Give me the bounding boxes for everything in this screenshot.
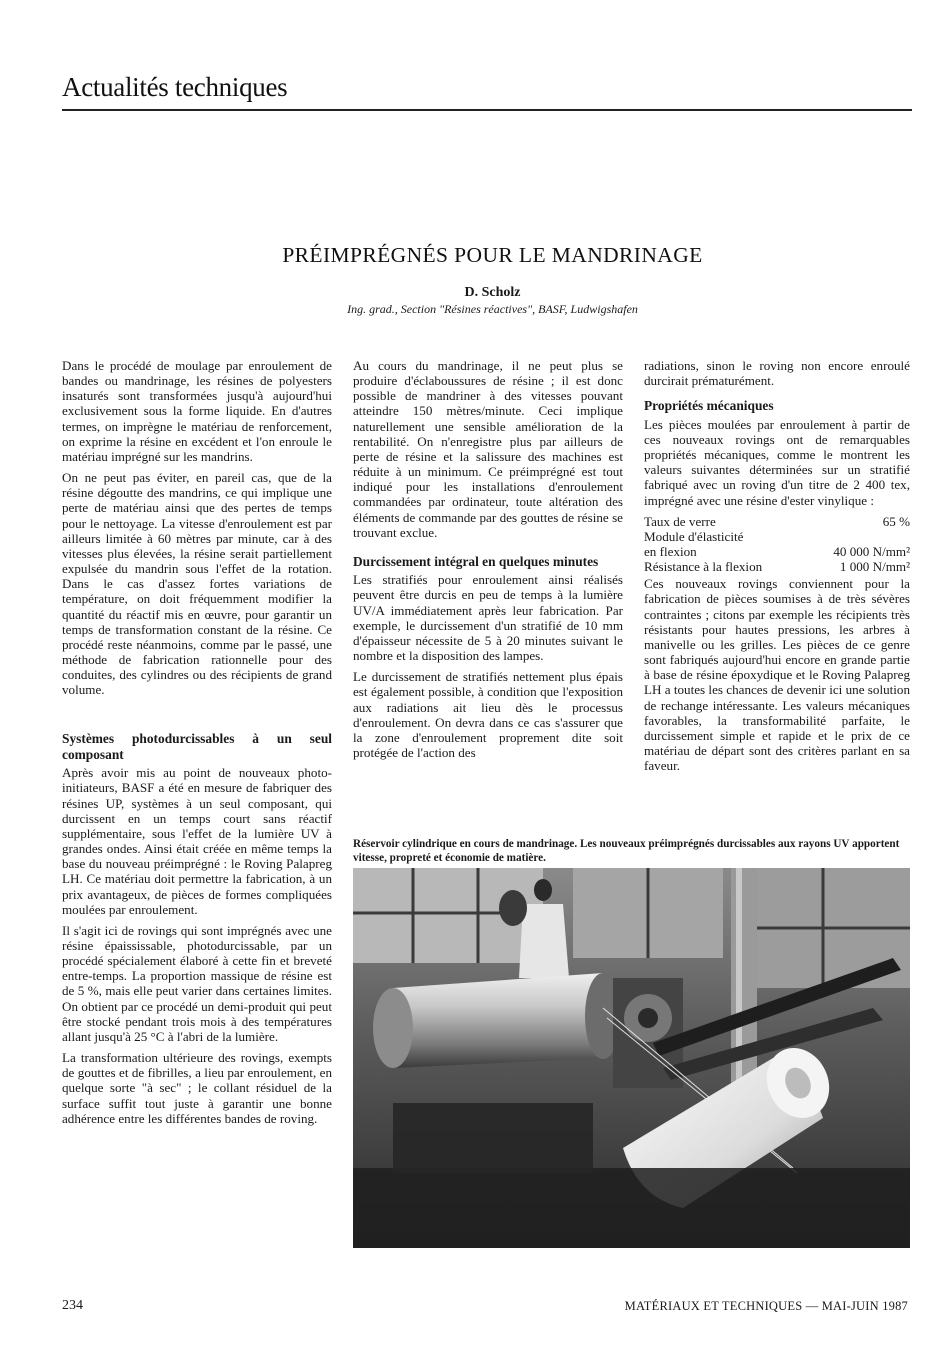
property-row bbox=[644, 514, 910, 529]
text-column-2 bbox=[353, 358, 623, 766]
winding-photo bbox=[353, 868, 910, 1248]
property-label: Résistance à la flexion bbox=[644, 559, 763, 575]
property-row bbox=[644, 529, 910, 544]
journal-footer: MATÉRIAUX ET TECHNIQUES — MAI-JUIN 1987 bbox=[624, 1299, 908, 1313]
property-value: 40 000 N/mm² bbox=[833, 543, 910, 559]
paragraph: On ne peut pas éviter, en pareil cas, que de la résine dégoutte des mandrins, ce qui implique une perte de matériau ainsi que des pertes de temps pour le nettoyage. La vitesse d'enroulement est par ailleurs limitée à 60 mètres par minute, car à des vitesses plus élevées, la résine serait partiellement expulsée du mandrin sous l'effet de la rotation. Dans le cas d'assez fortes variations de température, on doit fréquemment modifier la quantité du réactif mis en œuvre, pour garantir un temps de transformation constant de la résine. Ce procédé reste néanmoins, comme par le passé, une méthode de fabrication rationnelle pour des conduites, des cylindres ou des récipients de grand volume. bbox=[62, 470, 332, 698]
paragraph: Les pièces moulées par enroulement à partir de ces nouveaux rovings ont de remarquables propriétés mécaniques, comme le montrent les valeurs suivantes déterminées sur un stratifié fabriqué avec un roving d'un titre de 2 400 tex, imprégné avec une résine d'ester vinylique : bbox=[644, 416, 910, 508]
article-title: PRÉIMPRÉGNÉS POUR LE MANDRINAGE bbox=[282, 243, 703, 267]
author-affiliation: Ing. grad., Section "Résines réactives", BASF, Ludwigshafen bbox=[347, 302, 638, 316]
subheading: Systèmes photodurcissables à un seul composant bbox=[62, 731, 332, 762]
figure-caption: Réservoir cylindrique en cours de mandrinage. Les nouveaux préimprégnés durcissables aux rayons UV apportent vitesse, propreté et économie de matière. bbox=[353, 838, 900, 864]
header-rule bbox=[62, 109, 912, 111]
page-number: 234 bbox=[62, 1298, 83, 1313]
paragraph: Les stratifiés pour enroulement ainsi réalisés peuvent être durcis en peu de temps à la lumière UV/A immédiatement après leur fabrication. Par exemple, le durcissement d'un stratifié de 10 mm d'épaisseur nécessite de 5 à 20 minutes suivant le nombre et la disposition des lampes. bbox=[353, 572, 623, 664]
property-row bbox=[644, 544, 910, 559]
paragraph: Après avoir mis au point de nouveaux photo-initiateurs, BASF a été en mesure de fabriquer des résines UP, systèmes à un seul composant, qui durcissent en un temps court sans réactif supplémentaire, sous l'effet de la lumière UV à grandes ondes. Ainsi était créée en même temps la base du nouveau préimprégné : le Roving Palapreg LH. Ce matériau doit permettre la fabrication, à un prix avantageux, de pièces de formes compliquées moulées par enroulement. bbox=[62, 765, 332, 917]
subheading: Propriétés mécaniques bbox=[644, 398, 774, 414]
article-author: D. Scholz bbox=[464, 285, 521, 300]
property-value: 65 % bbox=[882, 513, 910, 529]
property-row bbox=[644, 559, 910, 574]
property-label: en flexion bbox=[644, 543, 697, 559]
property-value bbox=[805, 529, 910, 544]
text-column-3 bbox=[644, 358, 910, 779]
section-header: Actualités techniques bbox=[62, 72, 288, 102]
property-label: Module d'élasticité bbox=[644, 528, 744, 544]
paragraph: radiations, sinon le roving non encore enroulé durcirait prématurément. bbox=[644, 358, 910, 389]
property-value: 1 000 N/mm² bbox=[839, 559, 910, 575]
property-label: Taux de verre bbox=[644, 513, 716, 529]
subheading: Durcissement intégral en quelques minutes bbox=[353, 553, 599, 569]
paragraph: Dans le procédé de moulage par enroulement de bandes ou mandrinage, les résines de polyesters insaturés sont transformées jusqu'à aujourd'hui exclusivement sous la forme liquide. En d'autres termes, on imprègne le matériau de renforcement, on exprime la résine en excédent et l'on enroule le matériau imprégné sur les mandrins. bbox=[62, 358, 332, 464]
properties-table bbox=[644, 514, 910, 575]
paragraph: Il s'agit ici de rovings qui sont imprégnés avec une résine épaississable, photodurcissable, par un procédé spécialement élaboré à cette fin et breveté entre-temps. La proportion massique de résine est de 5 %, mais elle peut varier dans certaines limites. On obtient par ce procédé un demi-produit qui peut être stocké pendant trois mois à des températures allant jusqu'à 25 °C à l'abri de la lumière. bbox=[62, 922, 332, 1044]
text-column-1 bbox=[62, 358, 332, 1132]
paragraph: La transformation ultérieure des rovings, exempts de gouttes et de fibrilles, a lieu par enroulement, en quelque sorte "à sec" ; le collant résiduel de la surface suffit tout juste à garantir une bonne adhérence entre les différentes bandes de roving. bbox=[62, 1050, 332, 1126]
paragraph: Au cours du mandrinage, il ne peut plus se produire d'éclaboussures de résine ; il est donc possible de mandriner à des vitesses pouvant atteindre 150 mètres/minute. Ceci implique naturellement une sensible amélioration de la rentabilité. On n'enregistre plus par ailleurs de perte de résine et la salissure des machines est réduite à un minimum. Ce préimprégné est tout indiqué pour les installations d'enroulement commandées par ordinateur, toute altération des éléments de commande par des gouttes de résine se trouvant exclue. bbox=[353, 358, 623, 540]
paragraph: Ces nouveaux rovings conviennent pour la fabrication de pièces soumises à de très sévères contraintes ; citons par exemple les récipients très résistants pour hautes pressions, les arbres à manivelle ou les grilles. Les pièces de ce genre sont fabriqués aujourd'hui encore en grande partie à base de résine époxydique et le Roving Palapreg LH a toutes les chances de devenir ici une solution de rechange intéressante. Les valeurs mécaniques favorables, la transformabilité parfaite, le durcissement simple et rapide et le prix de ce matériau de départ sont des critères parlant en sa faveur. bbox=[644, 576, 910, 774]
paragraph: Le durcissement de stratifiés nettement plus épais est également possible, à condition que l'exposition aux radiations ait lieu dès le processus d'enroulement. On devra dans ce cas s'assurer que la zone d'enroulement proprement dite soit protégée de l'action des bbox=[353, 669, 623, 760]
